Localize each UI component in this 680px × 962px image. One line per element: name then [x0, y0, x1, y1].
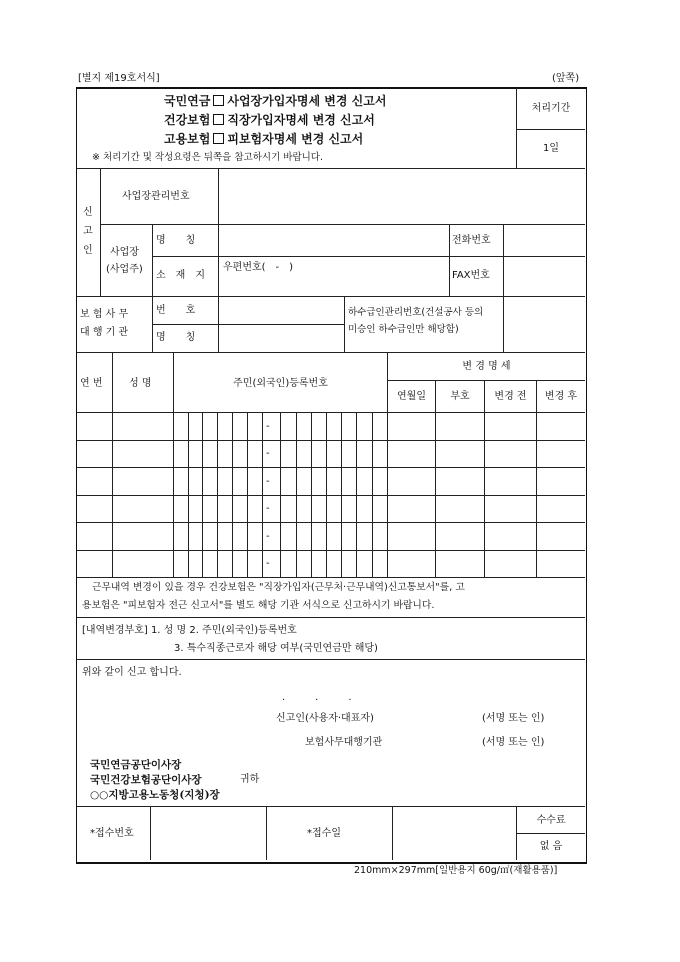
employer-label: (사업주) [106, 264, 143, 275]
reporter-sign-seal[interactable]: (서명 또는 인) [482, 713, 545, 724]
col-changes-header: 변 경 명 세 [462, 361, 511, 372]
col-name-header: 성 명 [129, 378, 152, 389]
declaration-date[interactable]: . . . [282, 692, 352, 703]
table-row[interactable]: - [266, 503, 270, 514]
col-date-header: 연월일 [397, 391, 426, 402]
workplace-mgmt-no-field[interactable] [219, 170, 584, 223]
sub-contractor-label-2: 미승인 하수급인만 해당함) [348, 324, 459, 335]
processing-period-label: 처리기간 [531, 103, 571, 114]
table-row[interactable]: - [266, 421, 270, 432]
workplace-address-label: 소 재 지 [156, 270, 205, 281]
agency-name-field[interactable] [219, 325, 343, 351]
notice-line-2: 용보험은 "피보험자 전근 신고서"를 별도 해당 기관 서식으로 신고하시기 바랍니다. [82, 600, 435, 611]
agency-signature-label: 보험사무대행기관 [305, 737, 383, 748]
receipt-number-field[interactable] [151, 808, 265, 859]
agency-label-1: 보 험 사 무 [80, 309, 129, 320]
processing-period-value: 1일 [542, 143, 560, 154]
fax-field[interactable] [504, 257, 584, 295]
receipt-number-label: *접수번호 [90, 828, 134, 839]
title-line-employment: 고용보험 피보험자명세 변경 신고서 [164, 132, 364, 146]
col-before-header: 변경 전 [494, 391, 527, 402]
phone-label: 전화번호 [452, 235, 491, 246]
recipient-pension: 국민연금공단이사장 [90, 759, 182, 771]
title-line-pension: 국민연금 사업장가입자명세 변경 신고서 [164, 94, 387, 108]
notice-line-1: 근무내역 변경이 있을 경우 건강보험은 "직장가입자(근무처·근무내역)신고통보서"를, 고 [92, 582, 465, 593]
page-side: (앞쪽) [552, 73, 580, 84]
agency-number-label: 번 호 [156, 305, 196, 316]
agency-sign-seal[interactable]: (서명 또는 인) [482, 737, 545, 748]
col-seq-header: 연 번 [80, 378, 103, 389]
reporter-label-2: 고 [83, 226, 93, 237]
sub-contractor-label-1: 하수급인관리번호(건설공사 등의 [348, 307, 484, 318]
phone-field[interactable] [504, 226, 584, 255]
recipient-employment: ○○지방고용노동청(지청)장 [90, 789, 220, 801]
health-checkbox[interactable] [213, 114, 224, 125]
workplace-label: 사업장 [110, 247, 139, 258]
table-row[interactable]: - [266, 448, 270, 459]
table-row[interactable]: - [266, 476, 270, 487]
form-number: [별지 제19호서식] [78, 73, 160, 84]
fee-value: 없 음 [539, 841, 563, 852]
sub-contractor-field[interactable] [504, 298, 584, 351]
title-line-health: 건강보험 직장가입자명세 변경 신고서 [164, 113, 375, 127]
recipient-health: 국민건강보험공단이사장 [90, 774, 202, 786]
honorific: 귀하 [240, 774, 260, 785]
declaration-statement: 위와 같이 신고 합니다. [82, 667, 182, 678]
table-row[interactable]: - [266, 558, 270, 569]
reporter-signature-label: 신고인(사용자·대표자) [276, 713, 374, 724]
agency-label-2: 대 행 기 관 [80, 327, 129, 338]
col-after-header: 변경 후 [544, 391, 578, 402]
workplace-name-label: 명 칭 [156, 235, 196, 246]
fax-label: FAX번호 [452, 270, 490, 281]
col-id-header: 주민(외국인)등록번호 [233, 378, 328, 389]
receipt-date-field[interactable] [393, 808, 515, 859]
agency-name-label: 명 칭 [156, 332, 196, 343]
col-code-header: 부호 [450, 391, 470, 402]
reporter-label-3: 인 [83, 245, 93, 256]
title-note: ※ 처리기간 및 작성요령은 뒤쪽을 참고하시기 바랍니다. [92, 152, 323, 163]
zip-code-field[interactable]: 우편번호( - ) [223, 262, 294, 273]
receipt-date-label: *접수일 [307, 828, 341, 839]
change-codes-line-2: 3. 특수직종근로자 해당 여부(국민연금만 해당) [174, 643, 378, 654]
workplace-mgmt-no-label: 사업장관리번호 [122, 191, 190, 202]
paper-spec: 210mm×297mm[일반용지 60g/㎡(재활용품)] [354, 865, 558, 876]
table-row[interactable]: - [266, 531, 270, 542]
agency-number-field[interactable] [219, 298, 343, 323]
fee-label: 수수료 [536, 815, 566, 826]
workplace-name-field[interactable] [219, 226, 448, 255]
reporter-label-1: 신 [83, 207, 93, 218]
employment-checkbox[interactable] [213, 133, 224, 144]
change-codes-line-1: [내역변경부호] 1. 성 명 2. 주민(외국인)등록번호 [82, 625, 297, 636]
pension-checkbox[interactable] [213, 95, 224, 106]
